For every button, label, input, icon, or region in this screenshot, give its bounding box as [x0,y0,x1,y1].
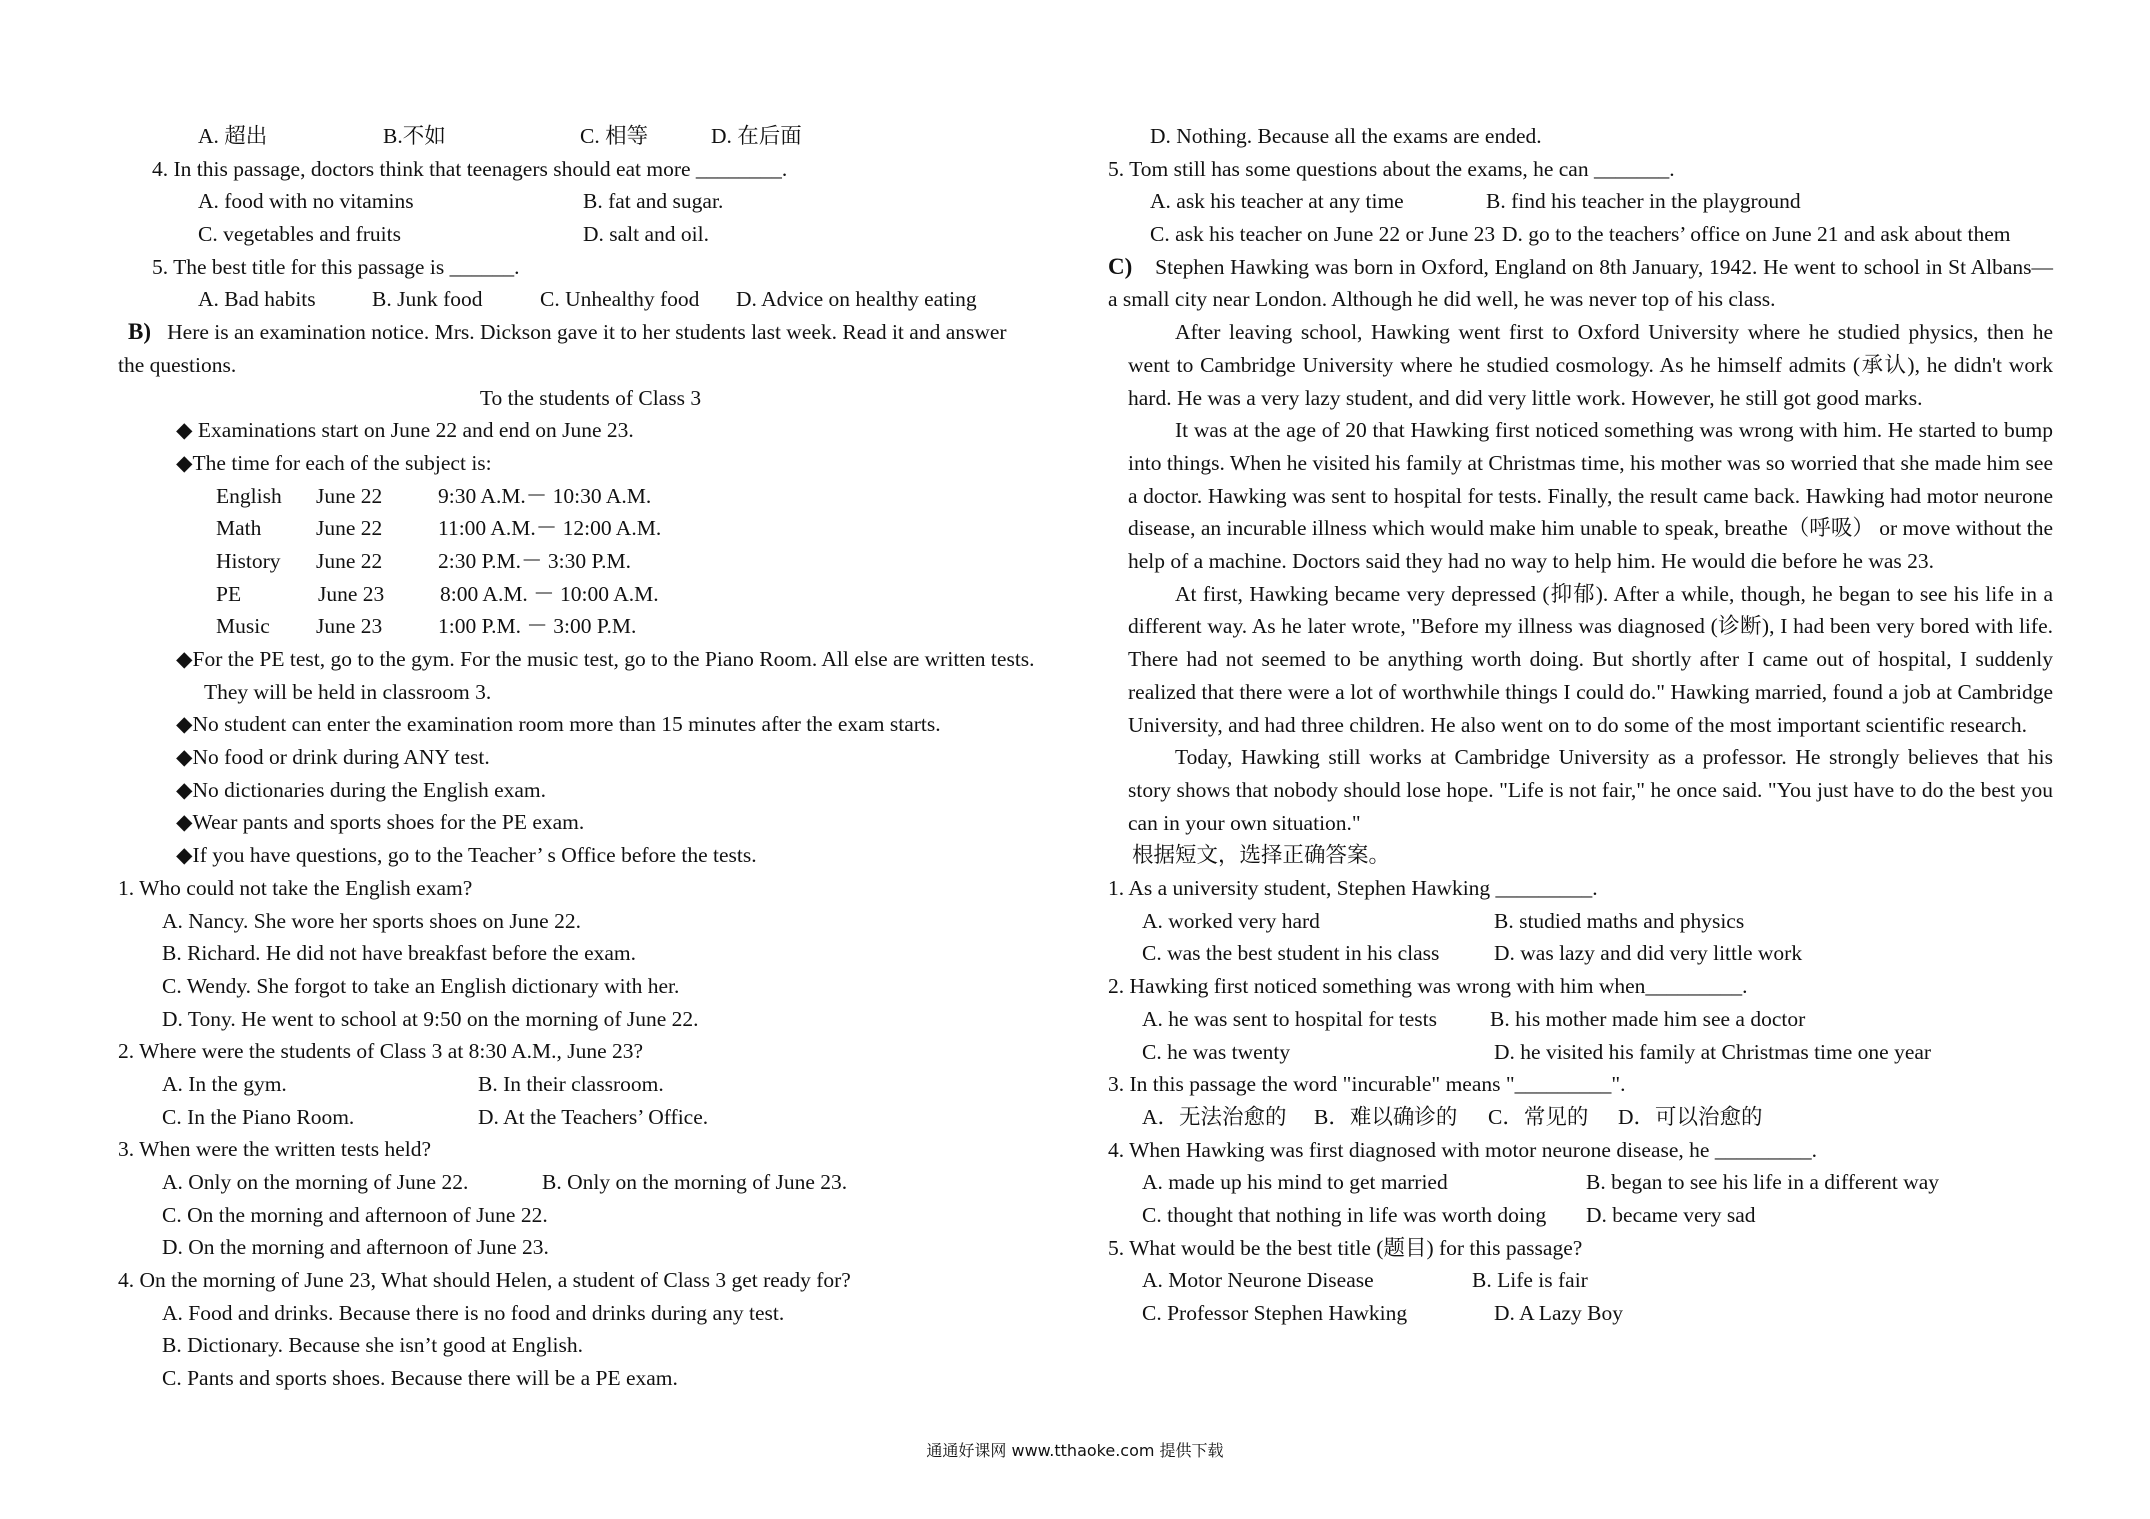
option-c: C. Professor Stephen Hawking [1142,1301,1408,1326]
schedule-row [118,610,1063,643]
notice-item-cont: They will be held in classroom 3. [204,679,492,704]
subject: English [216,483,282,508]
option-d: D. A Lazy Boy [1494,1301,1623,1326]
c-question-2-options-cd [1108,1036,2053,1069]
c-question-1-options-ab [1108,905,2053,938]
date: June 22 [316,516,383,541]
option-a: A. worked very hard [1142,908,1320,933]
c-question-2-options-ab [1108,1003,2053,1036]
time: 8:00 A.M. － 10:00 A.M. [440,581,659,606]
option-b: B．难以确诊的 [1314,1104,1458,1129]
option-a: A. Motor Neurone Disease [1142,1268,1374,1293]
date: June 22 [316,548,383,573]
option-d: D．可以治愈的 [1618,1104,1763,1129]
option-b: B. studied maths and physics [1494,908,1745,933]
option-b: B. Only on the morning of June 23. [542,1170,848,1194]
option-a: A．无法治愈的 [1142,1104,1287,1129]
section-b-intro-cont: the questions. [118,352,237,377]
option-d: D. Advice on healthy eating [736,287,977,312]
option-a: A. ask his teacher at any time [1150,189,1404,214]
schedule-row [118,545,1063,578]
option-b: B. find his teacher in the playground [1486,189,1801,214]
option-a: A. made up his mind to get married [1142,1170,1448,1195]
option-d: D. 在后面 [711,124,802,148]
option-c: C. ask his teacher on June 22 or June 23 [1150,222,1496,247]
option-c: C. Unhealthy food [540,287,700,312]
subject: Music [216,614,270,639]
option-a: A. Food and drinks. Because there is no food and drinks during any test. [162,1300,785,1325]
b-question-2-options-ab [118,1068,1063,1101]
question-4: 4. In this passage, doctors think that teenagers should eat more ________. [152,156,788,181]
page-footer: 通通好课网 www.tthaoke.com 提供下载 [926,1441,1224,1460]
option-a: A. Only on the morning of June 22. [162,1170,469,1194]
notice-title: To the students of Class 3 [479,385,702,410]
option-b: B. Richard. He did not have breakfast before the exam. [162,941,637,966]
notice-item: ◆The time for each of the subject is: [176,450,492,475]
option-c: C．常见的 [1488,1104,1589,1129]
option-d: D. salt and oil. [583,222,709,247]
c-question-4-options-cd [1108,1199,2053,1232]
time: 11:00 A.M.－ 12:00 A.M. [438,516,662,541]
notice-item: ◆ Examinations start on June 22 and end on June 23. [176,418,634,443]
option-b: B. Dictionary. Because she isn’t good at English. [162,1333,583,1358]
option-a: A. Bad habits [198,287,316,312]
date: June 22 [316,483,383,508]
b-question-5-options-ab [1108,185,2053,218]
notice-item: ◆No student can enter the examination room more than 15 minutes after the exam starts. [176,712,941,737]
option-c: C. vegetables and fruits [198,222,402,247]
notice-item: ◆Wear pants and sports shoes for the PE exam. [176,810,585,835]
b-question-1: 1. Who could not take the English exam? [118,875,473,900]
option-b: B. Junk food [372,287,483,312]
option-c: C. thought that nothing in life was worth doing [1142,1202,1547,1227]
c-question-3: 3. In this passage the word "incurable" means "_________". [1108,1072,1626,1097]
question-5: 5. The best title for this passage is ______. [152,254,520,279]
section-b-intro [118,316,1063,349]
option-c: C. 相等 [580,124,649,148]
option-b: B. began to see his life in a different way [1586,1170,1940,1195]
option-c: C. Pants and sports shoes. Because there will be a PE exam. [162,1366,678,1391]
subject: History [216,548,281,573]
option-d: D. go to the teachers’ office on June 21 and ask about them [1502,222,2011,247]
schedule-table [118,480,1063,643]
option-a: A. Nancy. She wore her sports shoes on June 22. [162,908,581,933]
paragraph-text: Stephen Hawking was born in Oxford, England on 8th January, 1942. He went to school in St Albans—a small city near London. Although he did well, he was never top of his class. [1108,254,2054,312]
option-d: D. At the Teachers’ Office. [478,1104,709,1129]
c-question-2: 2. Hawking first noticed something was wrong with him when_________. [1108,974,1748,999]
b-question-4: 4. On the morning of June 23, What should Helen, a student of Class 3 get ready for? [118,1268,851,1293]
b-question-5: 5. Tom still has some questions about the exams, he can _______. [1108,156,1675,181]
prev-question-options [118,120,1063,153]
subject: Math [216,516,262,541]
schedule-row [118,512,1063,545]
question-4-options-cd [118,218,1063,251]
time: 2:30 P.M.－ 3:30 P.M. [438,548,631,573]
passage-c-paragraph-4: At first, Hawking became very depressed (抑郁). After a while, though, he began to see his life in a different way. As he later wrote, "Before my illness was diagnosed (诊断), I had been very bored with life. There had not seemed to be anything worth doing. But shortly after I came out of hospital, I suddenly realized that there were a lot of worthwhile things I could do." Hawking married, found a job at Cambridge University, and had three children. He also went on to do some of the most important scientific research. [1128,581,2053,737]
notice-item: ◆No dictionaries during the English exam. [176,777,547,802]
option-c: C. was the best student in his class [1142,941,1440,966]
option-d: D. became very sad [1586,1202,1756,1227]
option-b: B. his mother made him see a doctor [1490,1006,1806,1031]
c-question-3-options [1108,1101,2053,1134]
b-question-5-options-cd [1108,218,2053,251]
option-a: A. 超出 [198,124,268,148]
option-c: C. he was twenty [1142,1039,1291,1064]
question-4-options-ab [118,185,1063,218]
instruction: 根据短文，选择正确答案。 [1132,843,1391,868]
option-b: B.不如 [383,124,446,148]
option-d: D. Nothing. Because all the exams are ended. [1150,124,1542,148]
option-d: D. was lazy and did very little work [1494,941,1803,966]
passage-c-paragraph-1 [1108,251,2053,316]
option-b: B. In their classroom. [478,1071,664,1096]
notice-item: ◆No food or drink during ANY test. [176,745,490,770]
c-question-4-options-ab [1108,1166,2053,1199]
section-b-intro-text: Here is an examination notice. Mrs. Dickson gave it to her students last week. Read it and answer [167,320,1007,345]
option-a: A. food with no vitamins [198,189,414,214]
date: June 23 [316,614,383,639]
option-d: D. he visited his family at Christmas time one year [1494,1039,1932,1064]
option-a: A. he was sent to hospital for tests [1142,1006,1437,1031]
b-question-2-options-cd [118,1101,1063,1134]
date: June 23 [318,581,385,606]
option-c: C. Wendy. She forgot to take an English dictionary with her. [162,973,680,998]
schedule-row [118,480,1063,513]
right-column [1108,120,2053,1330]
question-5-options [118,283,1063,316]
b-question-3: 3. When were the written tests held? [118,1137,432,1162]
subject: PE [216,581,242,606]
passage-c-paragraph-3: It was at the age of 20 that Hawking first noticed something was wrong with him. He started to bump into things. When he visited his family at Christmas time, his mother was so worried that she made him see a doctor. Hawking was sent to hospital for tests. Finally, the result came back. Hawking had motor neurone disease, an incurable illness which would make him unable to speak, breathe（呼吸） or move without the help of a machine. Doctors said they had no way to help him. He would die before he was 23. [1128,418,2053,574]
passage-c-paragraph-5: Today, Hawking still works at Cambridge University as a professor. He strongly believes that his story shows that nobody should lose hope. "Life is not fair," he once said. "You just have to do the best you can in your own situation." [1128,745,2053,835]
c-question-5-options-ab [1108,1264,2053,1297]
notice-item: ◆For the PE test, go to the gym. For the music test, go to the Piano Room. All else are written tests. [176,647,1035,671]
time: 1:00 P.M. － 3:00 P.M. [438,614,637,639]
schedule-row [118,578,1063,611]
c-question-5: 5. What would be the best title (题目) for this passage? [1108,1235,1583,1260]
c-question-1: 1. As a university student, Stephen Hawking _________. [1108,876,1598,901]
option-d: D. Tony. He went to school at 9:50 on the morning of June 22. [162,1006,699,1031]
c-question-5-options-cd [1108,1297,2053,1330]
option-b: B. fat and sugar. [583,189,724,214]
option-c: C. In the Piano Room. [162,1104,355,1129]
option-d: D. On the morning and afternoon of June 23. [162,1235,549,1260]
option-b: B. Life is fair [1472,1268,1588,1293]
option-c: C. On the morning and afternoon of June 22. [162,1202,548,1227]
time: 9:30 A.M.－ 10:30 A.M. [438,483,652,508]
section-c-label: C) [1108,253,1133,279]
b-question-3-options-ab [118,1166,1063,1199]
c-question-1-options-cd [1108,937,2053,970]
c-question-4: 4. When Hawking was first diagnosed with motor neurone disease, he _________. [1108,1137,1817,1162]
passage-c-paragraph-2: After leaving school, Hawking went first to Oxford University where he studied physics, then he went to Cambridge University where he studied cosmology. As he himself admits (承认), he didn't work hard. He was a very lazy student, and did very little work. However, he still got good marks. [1128,320,2053,410]
section-b-label: B) [128,319,151,345]
option-a: A. In the gym. [162,1071,287,1096]
left-column [118,120,1063,1395]
notice-item: ◆If you have questions, go to the Teacher’ s Office before the tests. [176,843,757,868]
b-question-2: 2. Where were the students of Class 3 at 8:30 A.M., June 23? [118,1039,644,1064]
